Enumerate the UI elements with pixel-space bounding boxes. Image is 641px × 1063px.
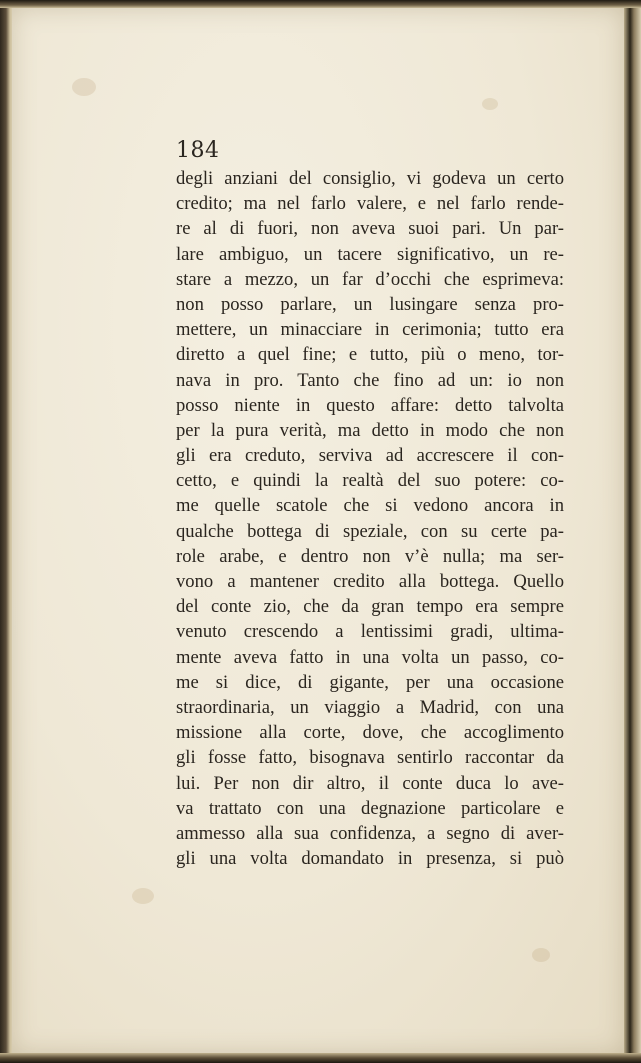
body-text	[176, 166, 564, 871]
foxing-spot	[132, 888, 154, 904]
top-page-edge	[0, 0, 641, 8]
text-line: cetto, e quindi la realtà del suo potere: co-	[176, 470, 564, 492]
text-line: lare ambiguo, un tacere significativo, un re-	[176, 243, 564, 265]
text-line: re al di fuori, non aveva suoi pari. Un par-	[176, 218, 564, 240]
text-line: gli era creduto, serviva ad accrescere il con-	[176, 445, 564, 467]
text-line: qualche bottega di speziale, con su certe pa-	[176, 520, 564, 542]
text-line: posso niente in questo affare: detto talvolta	[176, 394, 564, 416]
text-line: me si dice, di gigante, per una occasione	[176, 671, 564, 693]
text-line: stare a mezzo, un far d’occhi che esprimeva:	[176, 268, 564, 290]
foxing-spot	[532, 948, 550, 962]
text-line: straordinaria, un viaggio a Madrid, con una	[176, 696, 564, 718]
foxing-spot	[482, 98, 498, 110]
text-line: ammesso alla sua confidenza, a segno di aver-	[176, 822, 564, 844]
text-line: gli una volta domandato in presenza, si può	[176, 848, 564, 870]
text-line: va trattato con una degnazione particolare e	[176, 797, 564, 819]
text-line: non posso parlare, un lusingare senza pro-	[176, 293, 564, 315]
text-line: per la pura verità, ma detto in modo che non	[176, 419, 564, 441]
text-line: diretto a quel fine; e tutto, più o meno, tor-	[176, 344, 564, 366]
text-line: missione alla corte, dove, che accoglimento	[176, 722, 564, 744]
page-number: 184	[176, 138, 220, 163]
text-line: credito; ma nel farlo valere, e nel farlo rende-	[176, 193, 564, 215]
foxing-spot	[72, 78, 96, 96]
bottom-page-edge	[0, 1053, 641, 1063]
text-line: degli anziani del consiglio, vi godeva un certo	[176, 168, 564, 189]
text-line: venuto crescendo a lentissimi gradi, ultima-	[176, 621, 564, 643]
text-line: del conte zio, che da gran tempo era sempre	[176, 596, 564, 618]
text-line: mente aveva fatto in una volta un passo, co-	[176, 646, 564, 668]
text-line: vono a mantener credito alla bottega. Quello	[176, 571, 564, 592]
text-line: gli fosse fatto, bisognava sentirlo raccontar da	[176, 747, 564, 769]
text-line: role arabe, e dentro non v’è nulla; ma ser-	[176, 545, 564, 567]
text-line: nava in pro. Tanto che fino ad un: io non	[176, 369, 564, 391]
text-line: lui. Per non dir altro, il conte duca lo ave-	[176, 772, 564, 794]
text-line: me quelle scatole che si vedono ancora in	[176, 495, 564, 517]
text-line: mettere, un minacciare in cerimonia; tutto era	[176, 319, 564, 341]
